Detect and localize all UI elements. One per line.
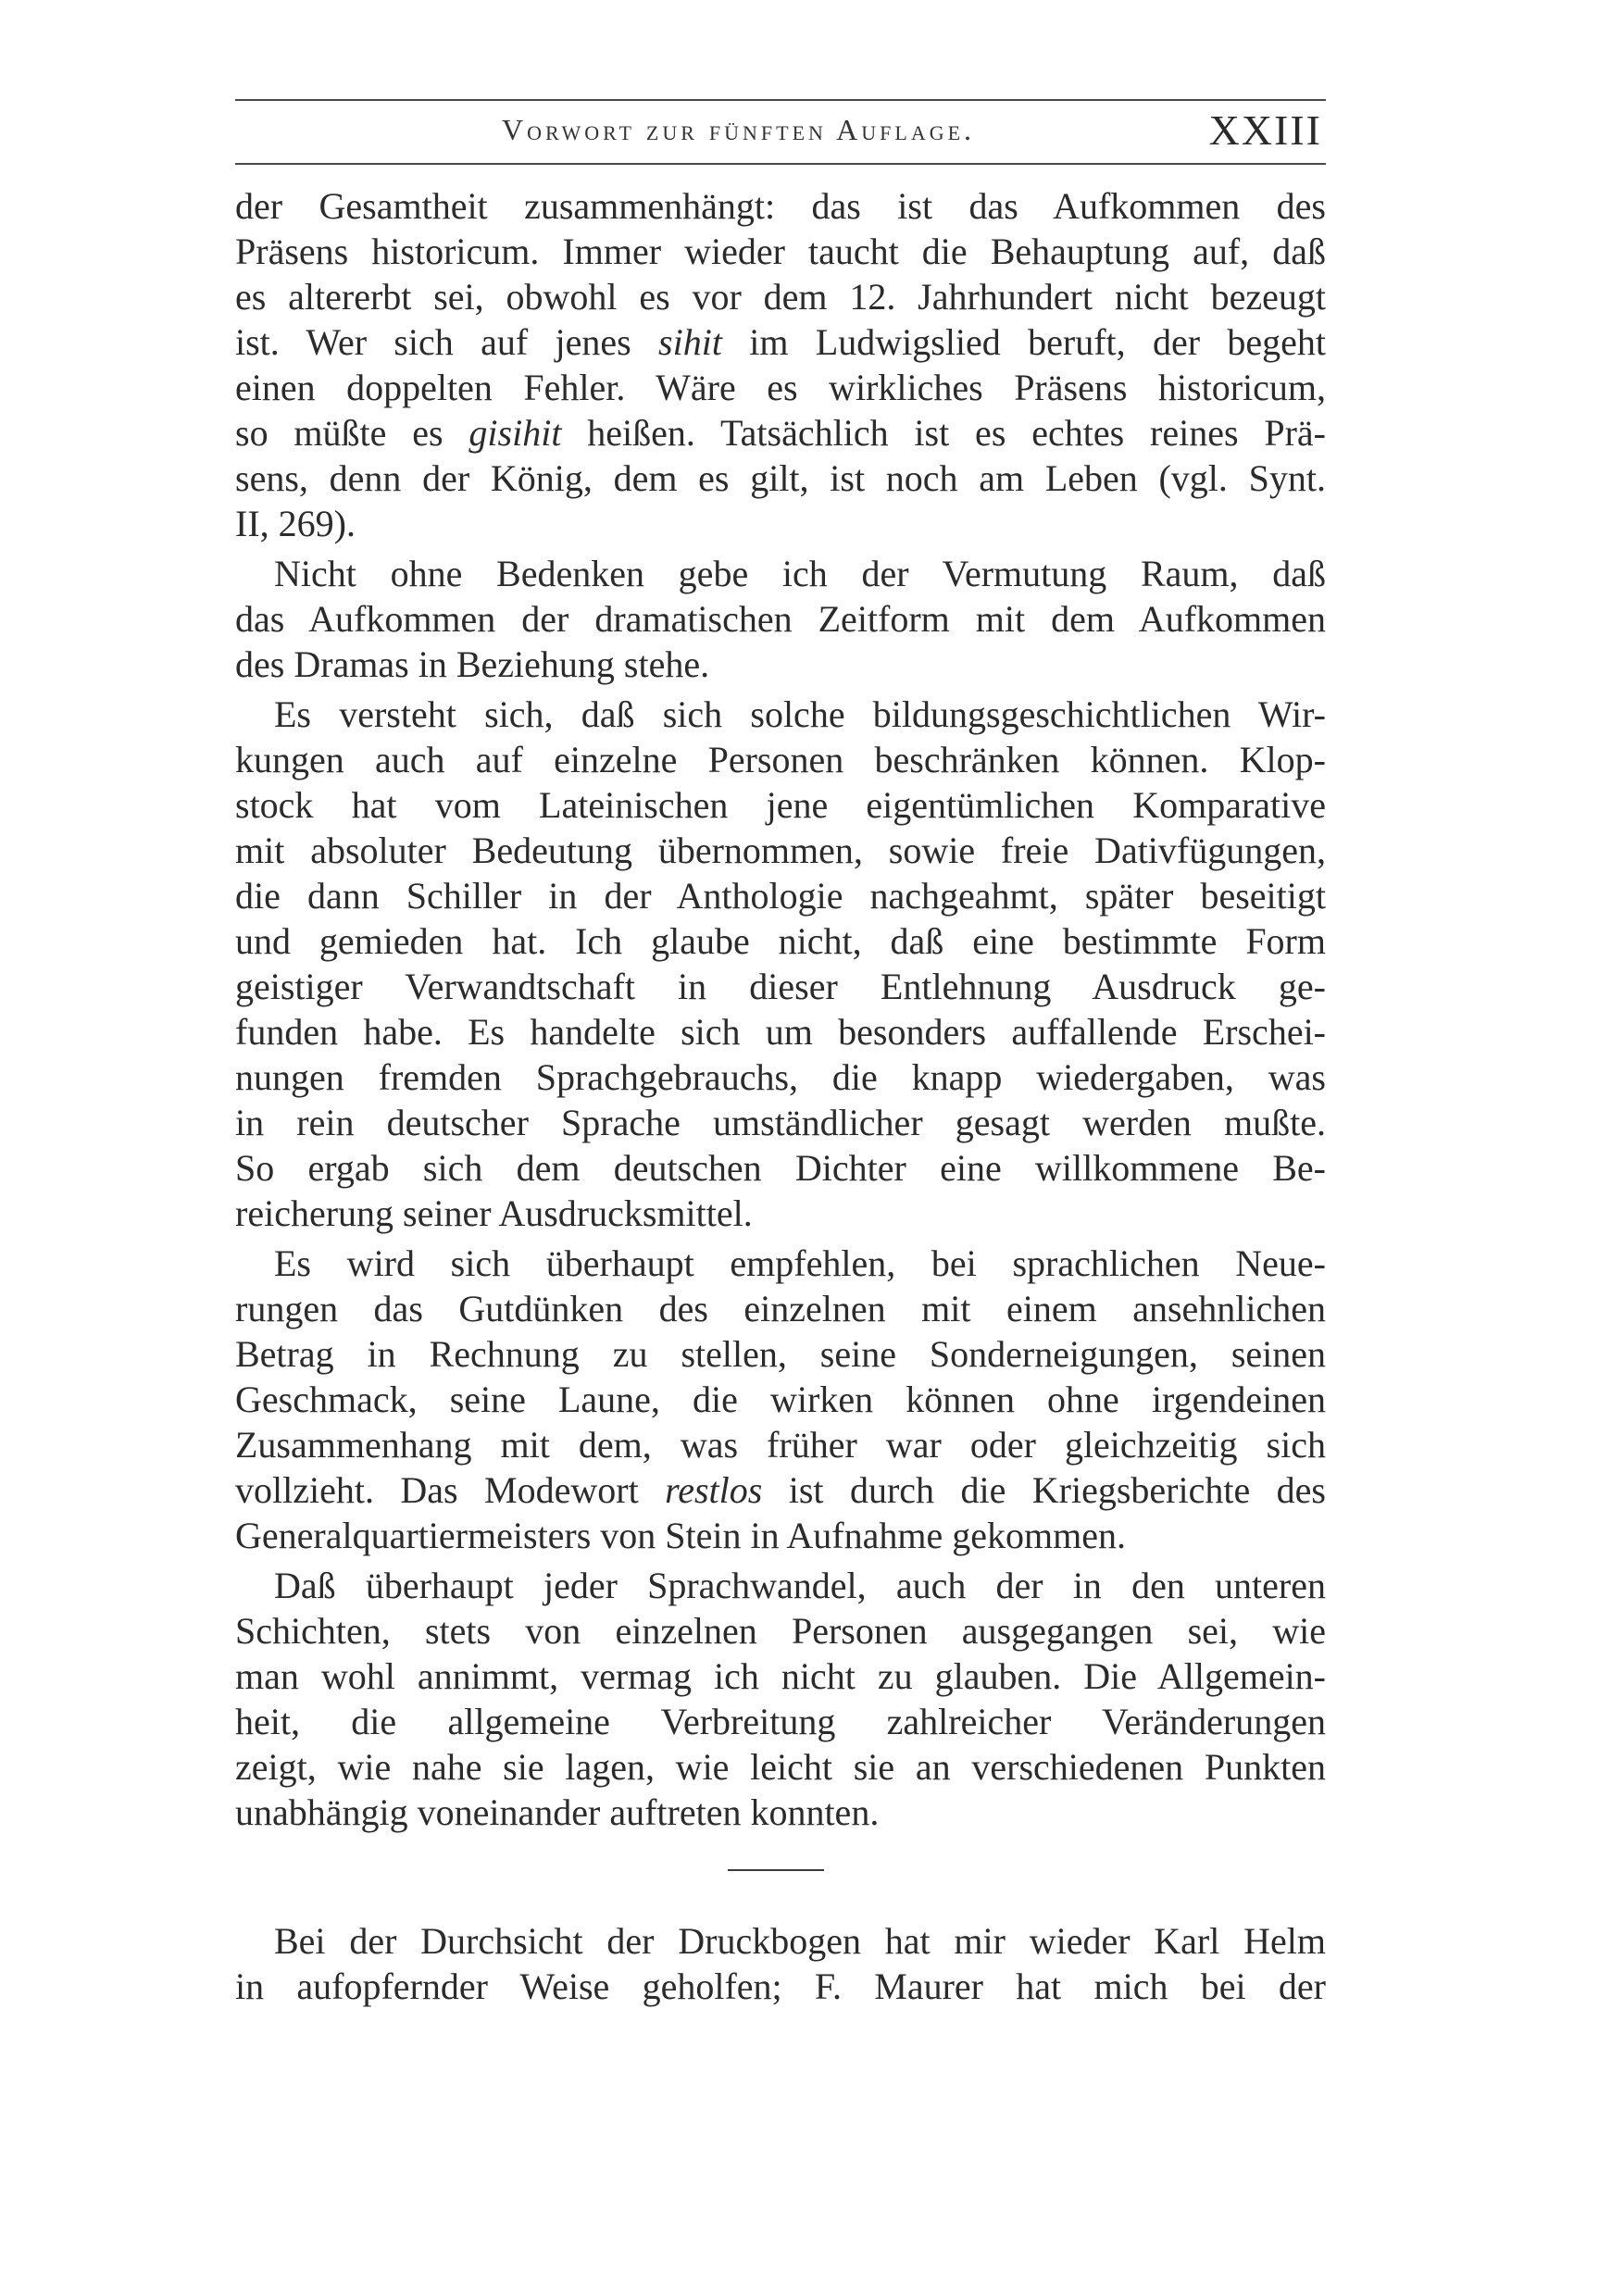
paragraph xyxy=(235,551,1326,687)
text-line: Es wird sich überhaupt empfehlen, bei sprachlichen Neue- xyxy=(274,1242,1326,1284)
running-head xyxy=(235,102,1326,161)
text-line: es altererbt sei, obwohl es vor dem 12. Jahrhundert nicht bezeugt xyxy=(235,276,1326,318)
italic-term: sihit xyxy=(658,321,722,363)
text-line: der Gesamtheit zusammenhängt: das ist das Aufkommen des xyxy=(235,185,1326,227)
paragraph xyxy=(235,692,1326,1236)
text-line: kungen auch auf einzelne Personen beschränken können. Klop- xyxy=(235,739,1326,780)
text-line: Schichten, stets von einzelnen Personen ausgegangen sei, wie xyxy=(235,1610,1326,1652)
main-text xyxy=(235,183,1326,1840)
text-line: in rein deutscher Sprache umständlicher gesagt werden mußte. xyxy=(235,1102,1326,1143)
text-line: des Dramas in Beziehung stehe. xyxy=(235,643,710,685)
section-separator xyxy=(728,1869,824,1871)
text-line: die dann Schiller in der Anthologie nachgeahmt, später beseitigt xyxy=(235,875,1326,917)
text-line: mit absoluter Bedeutung übernommen, sowie freie Dativfügungen, xyxy=(235,830,1326,871)
text-line: rungen das Gutdünken des einzelnen mit einem ansehnlichen xyxy=(235,1288,1326,1329)
text-line: unabhängig voneinander auftreten konnten. xyxy=(235,1791,880,1833)
paragraph xyxy=(235,1563,1326,1835)
italic-term: gisihit xyxy=(468,412,562,454)
text-line: vollzieht. Das Modewort restlos ist durch die Kriegsberichte des xyxy=(235,1469,1326,1511)
text-line: Geschmack, seine Laune, die wirken können ohne irgendeinen xyxy=(235,1379,1326,1420)
text-line: heit, die allgemeine Verbreitung zahlreicher Veränderungen xyxy=(235,1701,1326,1742)
text-line: in aufopfernder Weise geholfen; F. Maurer hat mich bei der xyxy=(235,1965,1326,2007)
closing-paragraph xyxy=(235,1918,1326,2009)
text-line: sens, denn der König, dem es gilt, ist noch am Leben (vgl. Synt. xyxy=(235,457,1326,499)
header-rule-top xyxy=(235,99,1326,101)
text-line: Generalquartiermeisters von Stein in Aufnahme gekommen. xyxy=(235,1515,1126,1556)
text-line: reicherung seiner Ausdrucksmittel. xyxy=(235,1192,753,1234)
text-line: II, 269). xyxy=(235,503,356,544)
text-line: So ergab sich dem deutschen Dichter eine willkommene Be- xyxy=(235,1147,1326,1189)
text-line: Betrag in Rechnung zu stellen, seine Sonderneigungen, seinen xyxy=(235,1333,1326,1375)
running-title: Vorwort zur fünften Auflage. xyxy=(502,113,976,146)
text-line: man wohl annimmt, vermag ich nicht zu glauben. Die Allgemein- xyxy=(235,1655,1326,1697)
italic-term: restlos xyxy=(665,1469,763,1511)
text-line: so müßte es gisihit heißen. Tatsächlich ist es echtes reines Prä- xyxy=(235,412,1326,454)
paragraph xyxy=(235,1241,1326,1558)
text-line: Präsens historicum. Immer wieder taucht die Behauptung auf, daß xyxy=(235,231,1326,272)
text-line: Nicht ohne Bedenken gebe ich der Vermutung Raum, daß xyxy=(274,553,1326,594)
text-line: stock hat vom Lateinischen jene eigentümlichen Komparative xyxy=(235,784,1326,826)
text-line: nungen fremden Sprachgebrauchs, die knapp wiedergaben, was xyxy=(235,1056,1326,1098)
text-line: Es versteht sich, daß sich solche bildungsgeschichtlichen Wir- xyxy=(274,693,1326,735)
text-line: geistiger Verwandtschaft in dieser Entlehnung Ausdruck ge- xyxy=(235,966,1326,1007)
text-line: das Aufkommen der dramatischen Zeitform mit dem Aufkommen xyxy=(235,598,1326,640)
page-number: XXIII xyxy=(1208,106,1322,154)
text-line: zeigt, wie nahe sie lagen, wie leicht sie an verschiedenen Punkten xyxy=(235,1746,1326,1788)
header-rule-bottom xyxy=(235,163,1326,165)
paragraph xyxy=(235,183,1326,546)
text-line: funden habe. Es handelte sich um besonders auffallende Erschei- xyxy=(235,1011,1326,1053)
text-line: Daß überhaupt jeder Sprachwandel, auch der in den unteren xyxy=(274,1565,1326,1606)
text-line: ist. Wer sich auf jenes sihit im Ludwigslied beruft, der begeht xyxy=(235,321,1326,363)
text-line: Bei der Durchsicht der Druckbogen hat mir wieder Karl Helm xyxy=(274,1920,1326,1962)
text-line: einen doppelten Fehler. Wäre es wirkliches Präsens historicum, xyxy=(235,367,1326,408)
text-line: Zusammenhang mit dem, was früher war oder gleichzeitig sich xyxy=(235,1424,1326,1466)
text-line: und gemieden hat. Ich glaube nicht, daß eine bestimmte Form xyxy=(235,920,1326,962)
